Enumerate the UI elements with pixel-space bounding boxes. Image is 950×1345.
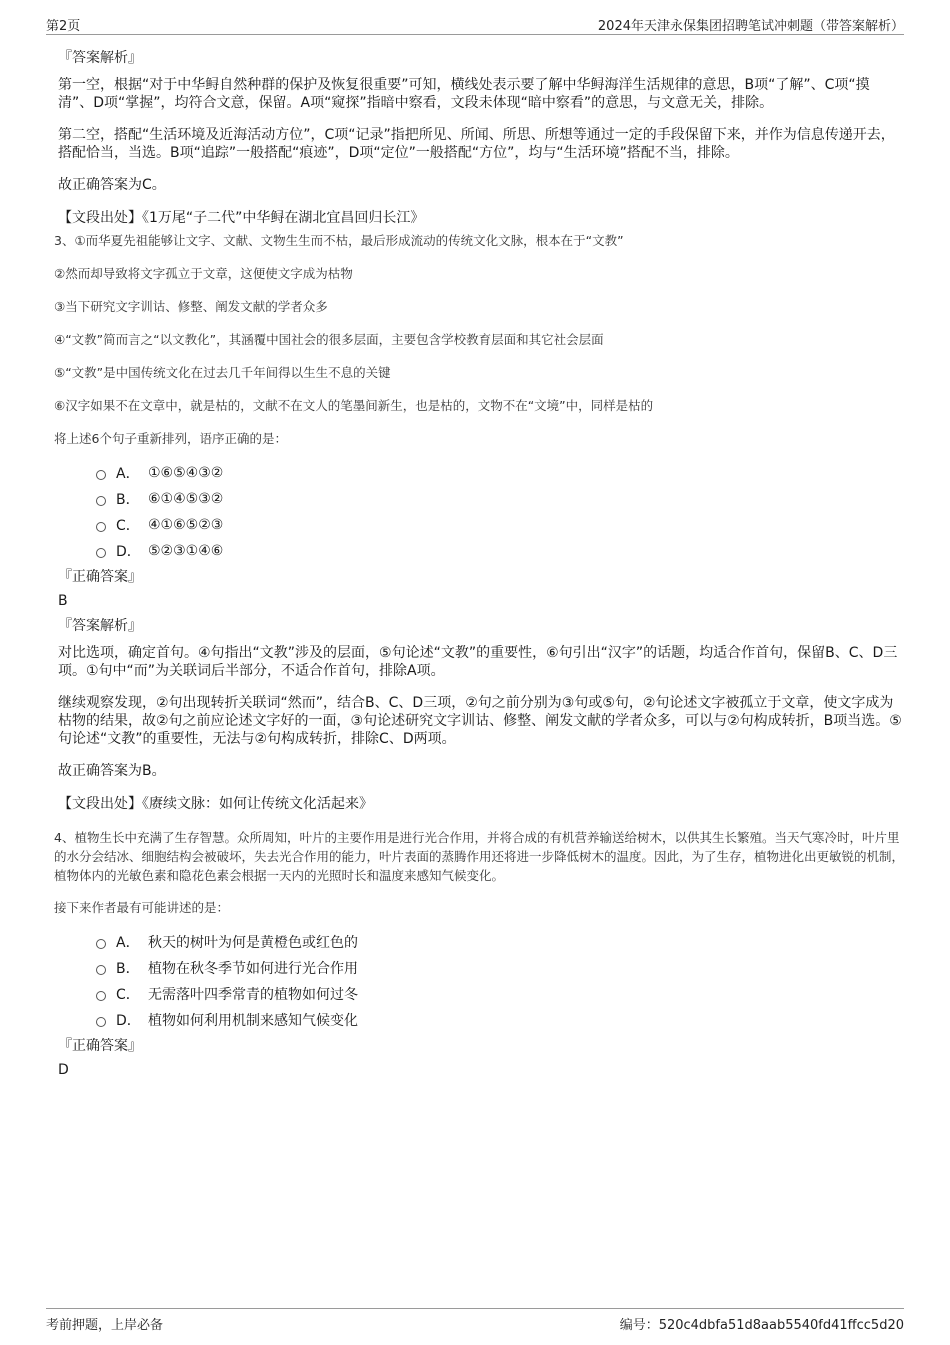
document-code: 编号：520c4dbfa51d8aab5540fd41ffcc5d20 bbox=[619, 1318, 904, 1333]
q3-analysis-label: 『答案解析』 bbox=[58, 618, 142, 634]
option-letter: C． bbox=[116, 518, 140, 534]
radio-icon[interactable] bbox=[96, 470, 106, 480]
radio-icon[interactable] bbox=[96, 939, 106, 949]
option-letter: B． bbox=[116, 961, 140, 977]
option-text: ①⑥⑤④③② bbox=[148, 465, 224, 481]
q3-stem: 将上述6个句子重新排列，语序正确的是： bbox=[54, 431, 287, 446]
option-letter: D． bbox=[116, 1013, 141, 1029]
radio-icon[interactable] bbox=[96, 496, 106, 506]
q4-stem: 接下来作者最有可能讲述的是： bbox=[54, 900, 230, 915]
option-letter: B． bbox=[116, 492, 140, 508]
q4-option-d[interactable] bbox=[96, 1007, 904, 1033]
q4-passage: 4、植物生长中充满了生存智慧。众所周知，叶片的主要作用是进行光合作用，并将合成的有机营养输送给树木，以供其生长繁殖。当天气寒冷时，叶片里的水分会结冰、细胞结构会被破坏，失去光合作用的能力，叶片表面的蒸腾作用还将进一步降低树木的温度。因此，为了生存，植物进化出更敏锐的机制，植物体内的光敏色素和隐花色素会根据一天内的光照时长和温度来感知气候变化。 bbox=[54, 830, 905, 883]
page-footer bbox=[46, 1308, 904, 1331]
q4-options bbox=[96, 929, 904, 1033]
document-title: 2024年天津永保集团招聘笔试冲刺题（带答案解析） bbox=[597, 19, 904, 34]
q3-sentence-5: ⑤“文教”是中国传统文化在过去几千年间得以生生不息的关键 bbox=[54, 365, 391, 380]
q3-sentence-1: 3、①而华夏先祖能够让文字、文献、文物生生而不枯，最后形成流动的传统文化文脉，根本在于“文教” bbox=[54, 233, 624, 248]
q3-options bbox=[96, 460, 904, 564]
q3-conclusion: 故正确答案为B。 bbox=[58, 763, 166, 779]
option-text: 植物如何利用机制来感知气候变化 bbox=[148, 1013, 358, 1029]
q3-option-b[interactable] bbox=[96, 486, 904, 512]
q3-answer-label: 『正确答案』 bbox=[58, 569, 142, 585]
q3-option-d[interactable] bbox=[96, 538, 904, 564]
option-text: ⑥①④⑤③② bbox=[148, 491, 224, 507]
radio-icon[interactable] bbox=[96, 965, 106, 975]
q3-analysis-para-1: 对比选项，确定首句。④句指出“文教”涉及的层面，⑤句论述“文教”的重要性，⑥句引出“汉字”的话题，均适合作首句，保留B、C、D三项。①句中“而”为关联词后半部分，不适合作首句，排除A项。 bbox=[58, 645, 898, 679]
q4-option-b[interactable] bbox=[96, 955, 904, 981]
option-text: ⑤②③①④⑥ bbox=[148, 543, 224, 559]
q3-source: 【文段出处】《赓续文脉：如何让传统文化活起来》 bbox=[58, 796, 373, 812]
radio-icon[interactable] bbox=[96, 991, 106, 1001]
option-text: 秋天的树叶为何是黄橙色或红色的 bbox=[148, 935, 358, 951]
q4-option-a[interactable] bbox=[96, 929, 904, 955]
option-letter: D． bbox=[116, 544, 141, 560]
q2-conclusion: 故正确答案为C。 bbox=[58, 177, 166, 193]
q4-option-c[interactable] bbox=[96, 981, 904, 1007]
q4-answer-label: 『正确答案』 bbox=[58, 1038, 142, 1054]
q3-sentence-6: ⑥汉字如果不在文章中，就是枯的，文献不在文人的笔墨间新生，也是枯的，文物不在“文境”中，同样是枯的 bbox=[54, 398, 654, 413]
q2-analysis-para-2: 第二空，搭配“生活环境及近海活动方位”，C项“记录”指把所见、所闻、所思、所想等通过一定的手段保留下来，并作为信息传递开去，搭配恰当，当选。B项“追踪”一般搭配“痕迹”，D项“定位”一般搭配“方位”，均与“生活环境”搭配不当，排除。 bbox=[58, 127, 895, 161]
q2-analysis-para-1: 第一空，根据“对于中华鲟自然种群的保护及恢复很重要”可知，横线处表示要了解中华鲟海洋生活规律的意思，B项“了解”、C项“摸清”、D项“掌握”，均符合文意，保留。A项“窥探”指暗中察看，文段未体现“暗中察看”的意思，与文意无关，排除。 bbox=[58, 77, 870, 111]
option-text: ④①⑥⑤②③ bbox=[148, 517, 224, 533]
footer-slogan: 考前押题，上岸必备 bbox=[46, 1318, 164, 1333]
q3-analysis-para-2: 继续观察发现，②句出现转折关联词“然而”，结合B、C、D三项，②句之前分别为③句或⑤句，②句论述文字被孤立于文章，使文字成为枯物的结果，故②句之前应论述文字好的一面，③句论述研究文字训诂、修整、阐发文献的学者众多，可以与②句构成转折，B项当选。⑤句论述“文教”的重要性，无法与②句构成转折，排除C、D两项。 bbox=[58, 695, 902, 747]
q4-answer: D bbox=[58, 1062, 69, 1078]
q2-source: 【文段出处】《1万尾“子二代”中华鲟在湖北宜昌回归长江》 bbox=[58, 210, 425, 226]
page-header bbox=[46, 14, 904, 35]
q3-option-c[interactable] bbox=[96, 512, 904, 538]
option-text: 植物在秋冬季节如何进行光合作用 bbox=[148, 961, 358, 977]
q3-answer: B bbox=[58, 593, 68, 609]
radio-icon[interactable] bbox=[96, 522, 106, 532]
option-letter: A． bbox=[116, 935, 140, 951]
page-content bbox=[56, 44, 904, 1085]
q3-sentence-3: ③当下研究文字训诂、修整、阐发文献的学者众多 bbox=[54, 299, 328, 314]
q3-option-a[interactable] bbox=[96, 460, 904, 486]
radio-icon[interactable] bbox=[96, 1017, 106, 1027]
option-text: 无需落叶四季常青的植物如何过冬 bbox=[148, 987, 358, 1003]
radio-icon[interactable] bbox=[96, 548, 106, 558]
page-number: 第2页 bbox=[46, 19, 81, 34]
option-letter: A． bbox=[116, 466, 140, 482]
option-letter: C． bbox=[116, 987, 140, 1003]
q3-sentence-2: ②然而却导致将文字孤立于文章，这便使文字成为枯物 bbox=[54, 266, 353, 281]
q2-analysis-label: 『答案解析』 bbox=[58, 50, 142, 66]
q3-sentence-4: ④“文教”简而言之“以文教化”，其涵覆中国社会的很多层面，主要包含学校教育层面和其它社会层面 bbox=[54, 332, 604, 347]
